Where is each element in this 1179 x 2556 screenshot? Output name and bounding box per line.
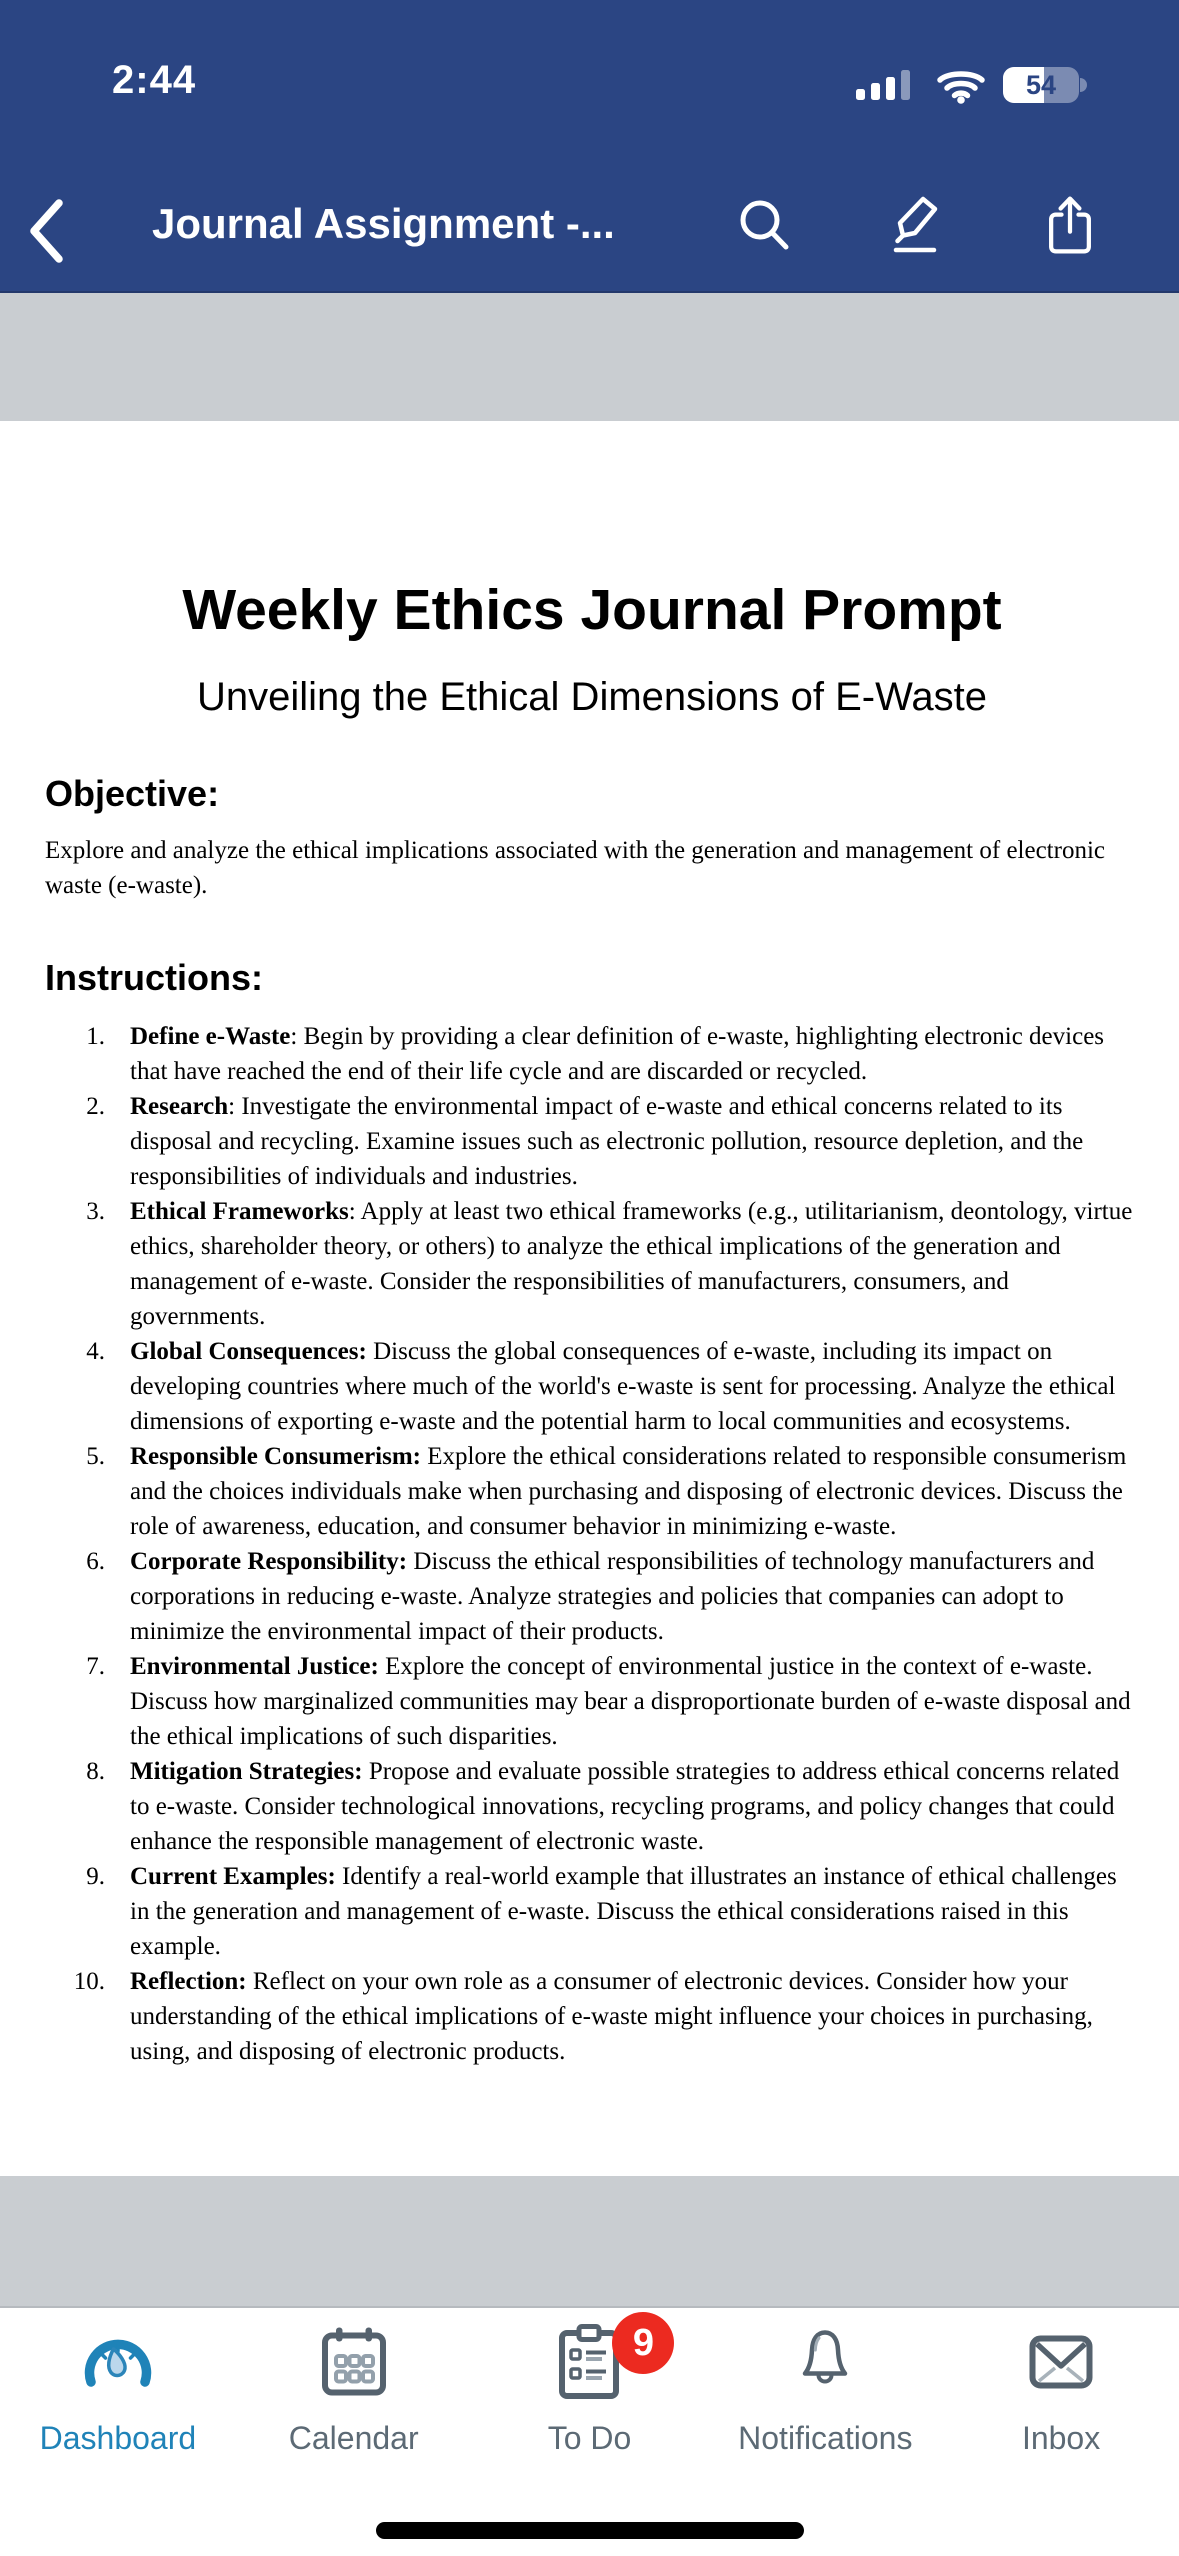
list-item-text: Reflection: Reflect on your own role as a consumer of electronic devices. Consider how your understanding of the ethical implications of e-waste might influence your choices in purchasing, using, and disposing of electronic products.	[130, 1968, 1093, 2065]
tab-dashboard[interactable]	[0, 2308, 236, 2556]
list-item-text: Current Examples: Identify a real-world example that illustrates an instance of ethical challenges in the generation and management of e-waste. Discuss the ethical considerations raised in this example.	[130, 1863, 1117, 1960]
objective-heading: Objective:	[45, 773, 220, 814]
list-item	[45, 1439, 1139, 1544]
tab-bar	[0, 2306, 1179, 2556]
list-item-text: Environmental Justice: Explore the concept of environmental justice in the context of e-waste. Discuss how marginalized communities may bear a disproportionate burden of e-waste disposal and the ethical implications of such disparities.	[130, 1653, 1131, 1750]
list-item-number: 2.	[86, 1093, 105, 1120]
bell-icon	[794, 2325, 856, 2399]
list-item-text: Define e-Waste: Begin by providing a clear definition of e-waste, highlighting electronic devices that have reached the end of their life cycle and are discarded or recycled.	[130, 1023, 1105, 1085]
nav-bar	[0, 170, 1179, 290]
tab-todo[interactable]	[472, 2308, 708, 2556]
list-item-number: 9.	[86, 1863, 105, 1890]
list-item	[45, 1019, 1139, 1089]
list-item-number: 1.	[86, 1023, 105, 1050]
document-page	[0, 421, 1179, 2176]
objective-text: Explore and analyze the ethical implications associated with the generation and management of electronic waste (e-waste).	[45, 837, 1105, 899]
list-item-number: 5.	[86, 1443, 105, 1470]
document-title: Weekly Ethics Journal Prompt	[182, 578, 1002, 642]
list-item	[45, 1859, 1139, 1964]
home-indicator[interactable]	[376, 2522, 804, 2539]
tab-label-dashboard: Dashboard	[39, 2420, 197, 2456]
tab-label-todo: To Do	[547, 2420, 632, 2456]
list-item-number: 10.	[73, 1968, 105, 1995]
list-item	[45, 1089, 1139, 1194]
list-item-number: 4.	[86, 1338, 105, 1365]
tab-notifications[interactable]	[707, 2308, 943, 2556]
list-item-number: 7.	[86, 1653, 105, 1680]
share-icon[interactable]	[1042, 192, 1098, 258]
tab-calendar[interactable]	[236, 2308, 472, 2556]
back-chevron-icon[interactable]	[26, 198, 66, 264]
status-time: 2:44	[112, 58, 197, 102]
highlighter-icon[interactable]	[888, 192, 944, 258]
clipboard-icon	[558, 2324, 620, 2400]
page-title: Journal Assignment -...	[152, 200, 615, 247]
battery-percent: 54	[1025, 69, 1057, 100]
list-item-text: Ethical Frameworks: Apply at least two ethical frameworks (e.g., utilitarianism, deontology, virtue ethics, shareholder theory, or others) to analyze the ethical implications of the generation and management of e-waste. Consider the responsibilities of manufacturers, consumers, and governments.	[130, 1198, 1133, 1330]
list-item-text: Responsible Consumerism: Explore the ethical considerations related to responsible consumerism and the choices individuals make when purchasing and disposing of electronic devices. Discuss the role of awareness, education, and consumer behavior in minimizing e-waste.	[130, 1443, 1127, 1540]
wifi-icon	[935, 66, 987, 104]
battery-icon	[1003, 67, 1079, 103]
list-item-number: 6.	[86, 1548, 105, 1575]
battery-nub	[1080, 78, 1087, 92]
header-bar	[0, 0, 1179, 293]
list-item	[45, 1964, 1139, 2069]
list-item	[45, 1544, 1139, 1649]
tab-inbox[interactable]	[943, 2308, 1179, 2556]
list-item	[45, 1649, 1139, 1754]
document-subtitle: Unveiling the Ethical Dimensions of E-Waste	[197, 675, 987, 719]
list-item	[45, 1334, 1139, 1439]
page-gutter-top	[0, 293, 1179, 421]
list-item-number: 3.	[86, 1198, 105, 1225]
todo-badge: 9	[612, 2312, 674, 2374]
status-icons	[855, 66, 1079, 104]
instructions-heading: Instructions:	[45, 957, 264, 998]
tab-label-inbox: Inbox	[1021, 2420, 1101, 2456]
list-item-text: Mitigation Strategies: Propose and evaluate possible strategies to address ethical concerns related to e-waste. Consider technological innovations, recycling programs, and policy changes that could enhance the responsible management of electronic waste.	[130, 1758, 1120, 1855]
calendar-icon	[321, 2326, 387, 2398]
instructions-list	[45, 1019, 1139, 2069]
list-item-text: Research: Investigate the environmental impact of e-waste and ethical concerns related to its disposal and recycling. Examine issues such as electronic pollution, resource depletion, and the responsibilities of individuals and industries.	[130, 1093, 1084, 1190]
list-item	[45, 1754, 1139, 1859]
cellular-signal-icon	[855, 68, 919, 102]
list-item-number: 8.	[86, 1758, 105, 1785]
search-icon[interactable]	[736, 192, 792, 258]
list-item	[45, 1194, 1139, 1334]
list-item-text: Global Consequences: Discuss the global consequences of e-waste, including its impact on developing countries where much of the world's e-waste is sent for processing. Analyze the ethical dimensions of exporting e-waste and the potential harm to local communities and ecosystems.	[130, 1338, 1116, 1435]
tab-label-calendar: Calendar	[288, 2420, 419, 2456]
gauge-icon	[80, 2331, 156, 2393]
tab-label-notifications: Notifications	[738, 2420, 913, 2456]
page-gutter-bottom	[0, 2176, 1179, 2306]
list-item-text: Corporate Responsibility: Discuss the ethical responsibilities of technology manufacturers and corporations in reducing e-waste. Analyze strategies and policies that companies can adopt to minimize the environmental impact of their products.	[130, 1548, 1095, 1645]
envelope-icon	[1029, 2335, 1093, 2389]
